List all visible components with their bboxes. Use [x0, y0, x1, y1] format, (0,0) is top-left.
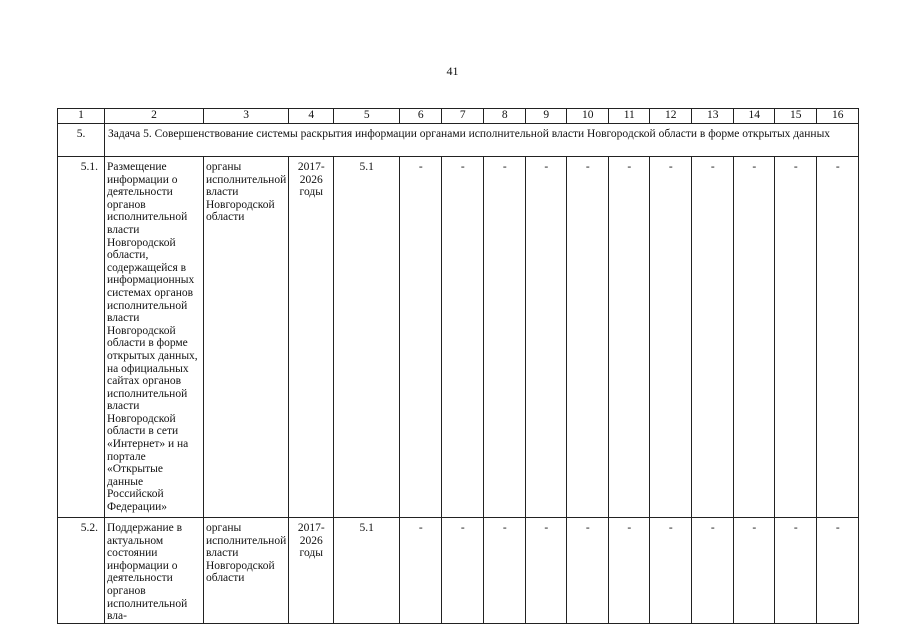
- value-cell: -: [734, 157, 775, 518]
- column-number: 16: [817, 109, 859, 124]
- value-cell: -: [650, 157, 692, 518]
- value-cell: -: [734, 518, 775, 624]
- column-number: 10: [567, 109, 609, 124]
- value-cell: -: [442, 157, 484, 518]
- value-cell: -: [400, 518, 442, 624]
- activity-cell: Поддержание в актуальном состоянии информации о деятельности органов исполнительной вла-: [105, 518, 204, 624]
- value-cell: -: [817, 157, 859, 518]
- section-row: [58, 124, 859, 157]
- indicator-cell: 5.1: [334, 518, 400, 624]
- value-cell: -: [817, 518, 859, 624]
- column-number: 9: [526, 109, 567, 124]
- page-number: 41: [446, 64, 459, 78]
- column-number: 8: [484, 109, 526, 124]
- executor-cell: органы исполнительной власти Новгородской области: [204, 157, 289, 518]
- table-row: [58, 157, 859, 518]
- column-number-row: [58, 109, 859, 124]
- row-number: 5.1.: [58, 157, 105, 518]
- value-cell: -: [400, 157, 442, 518]
- value-cell: -: [484, 518, 526, 624]
- column-number: 12: [650, 109, 692, 124]
- indicator-cell: 5.1: [334, 157, 400, 518]
- value-cell: -: [442, 518, 484, 624]
- period-cell: 2017-2026 годы: [289, 157, 334, 518]
- column-number: 4: [289, 109, 334, 124]
- column-number: 14: [734, 109, 775, 124]
- section-number: 5.: [58, 124, 105, 157]
- plan-table: [57, 108, 859, 624]
- value-cell: -: [609, 518, 650, 624]
- column-number: 5: [334, 109, 400, 124]
- column-number: 6: [400, 109, 442, 124]
- value-cell: -: [609, 157, 650, 518]
- value-cell: -: [567, 518, 609, 624]
- value-cell: -: [692, 518, 734, 624]
- value-cell: -: [775, 157, 817, 518]
- value-cell: -: [526, 157, 567, 518]
- column-number: 7: [442, 109, 484, 124]
- value-cell: -: [567, 157, 609, 518]
- value-cell: -: [692, 157, 734, 518]
- value-cell: -: [484, 157, 526, 518]
- value-cell: -: [650, 518, 692, 624]
- column-number: 13: [692, 109, 734, 124]
- column-number: 2: [105, 109, 204, 124]
- row-number: 5.2.: [58, 518, 105, 624]
- column-number: 1: [58, 109, 105, 124]
- value-cell: -: [775, 518, 817, 624]
- executor-cell: органы исполнительной власти Новгородской области: [204, 518, 289, 624]
- column-number: 11: [609, 109, 650, 124]
- period-cell: 2017-2026 годы: [289, 518, 334, 624]
- table-row: [58, 518, 859, 624]
- column-number: 3: [204, 109, 289, 124]
- value-cell: -: [526, 518, 567, 624]
- activity-cell: Размещение информации о деятельности органов исполнительной власти Новгородской области, содержащейся в информационных системах органов исполнительной власти Новгородской области в форме открытых данных, на официальных сайтах органов исполнительной власти Новгородской области в сети «Интернет» и на портале «Открытые данные Российской Федерации»: [105, 157, 204, 518]
- column-number: 15: [775, 109, 817, 124]
- section-title: Задача 5. Совершенствование системы раскрытия информации органами исполнительной власти Новгородской области в форме открытых данных: [105, 124, 859, 157]
